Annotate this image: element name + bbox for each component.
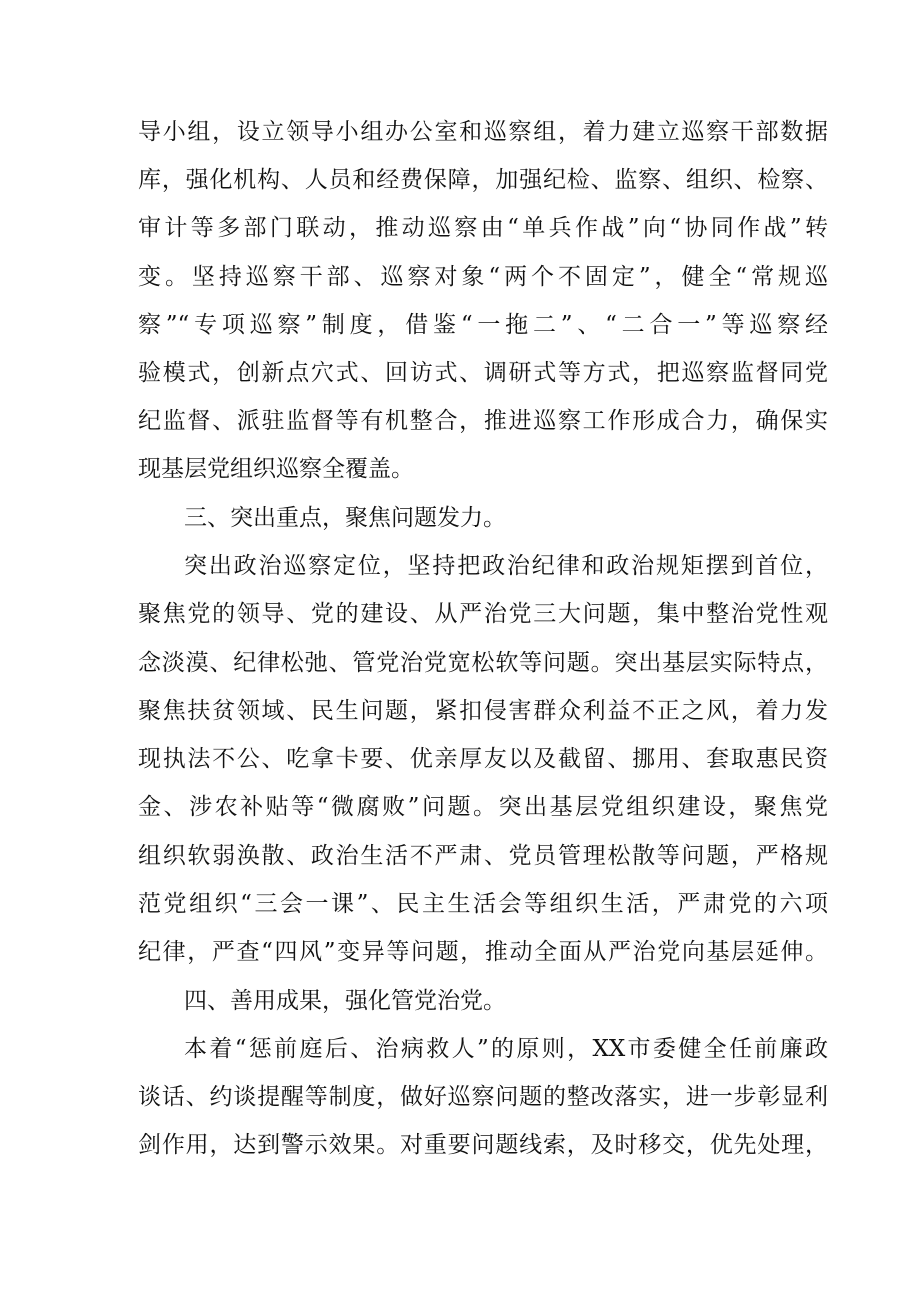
paragraph-line: 聚焦扶贫领域、民生问题，紧扣侵害群众利益不正之风，着力发 (138, 698, 828, 724)
section-heading-3: 三、突出重点，聚焦问题发力。 (184, 505, 506, 531)
paragraph-line: 聚焦党的领导、党的建设、从严治党三大问题，集中整治党性观 (138, 601, 828, 627)
paragraph-line: 突出政治巡察定位，坚持把政治纪律和政治规矩摆到首位， (184, 553, 828, 579)
paragraph-line: 剑作用，达到警示效果。对重要问题线索，及时移交，优先处理， (138, 1132, 828, 1158)
paragraph-line: 验模式，创新点穴式、回访式、调研式等方式，把巡察监督同党 (138, 360, 828, 386)
section-heading-4: 四、善用成果，强化管党治党。 (184, 988, 506, 1014)
paragraph-line: 导小组，设立领导小组办公室和巡察组，着力建立巡察干部数据 (138, 119, 828, 145)
paragraph-line: 本着“惩前庭后、治病救人”的原则，XX市委健全任前廉政 (184, 1036, 828, 1062)
paragraph-line: 谈话、约谈提醒等制度，做好巡察问题的整改落实，进一步彰显利 (138, 1084, 828, 1110)
paragraph-line: 组织软弱涣散、政治生活不严肃、党员管理松散等问题，严格规 (138, 843, 828, 869)
paragraph-line: 金、涉农补贴等“微腐败”问题。突出基层党组织建设，聚焦党 (138, 794, 828, 820)
paragraph-line: 范党组织“三会一课”、民主生活会等组织生活，严肃党的六项 (138, 891, 828, 917)
paragraph-line: 现基层党组织巡察全覆盖。 (138, 456, 414, 482)
paragraph-line: 变。坚持巡察干部、巡察对象“两个不固定”，健全“常规巡 (138, 264, 828, 290)
paragraph-line: 念淡漠、纪律松弛、管党治党宽松软等问题。突出基层实际特点， (138, 650, 828, 676)
paragraph-line: 察”“专项巡察”制度，借鉴“一拖二”、“二合一”等巡察经 (138, 312, 828, 338)
paragraph-line: 纪监督、派驻监督等有机整合，推进巡察工作形成合力，确保实 (138, 408, 828, 434)
paragraph-line: 库，强化机构、人员和经费保障，加强纪检、监察、组织、检察、 (138, 167, 828, 193)
paragraph-line: 现执法不公、吃拿卡要、优亲厚友以及截留、挪用、套取惠民资 (138, 746, 828, 772)
paragraph-line: 纪律，严查“四风”变异等问题，推动全面从严治党向基层延伸。 (138, 939, 828, 965)
paragraph-line: 审计等多部门联动，推动巡察由“单兵作战”向“协同作战”转 (138, 215, 828, 241)
